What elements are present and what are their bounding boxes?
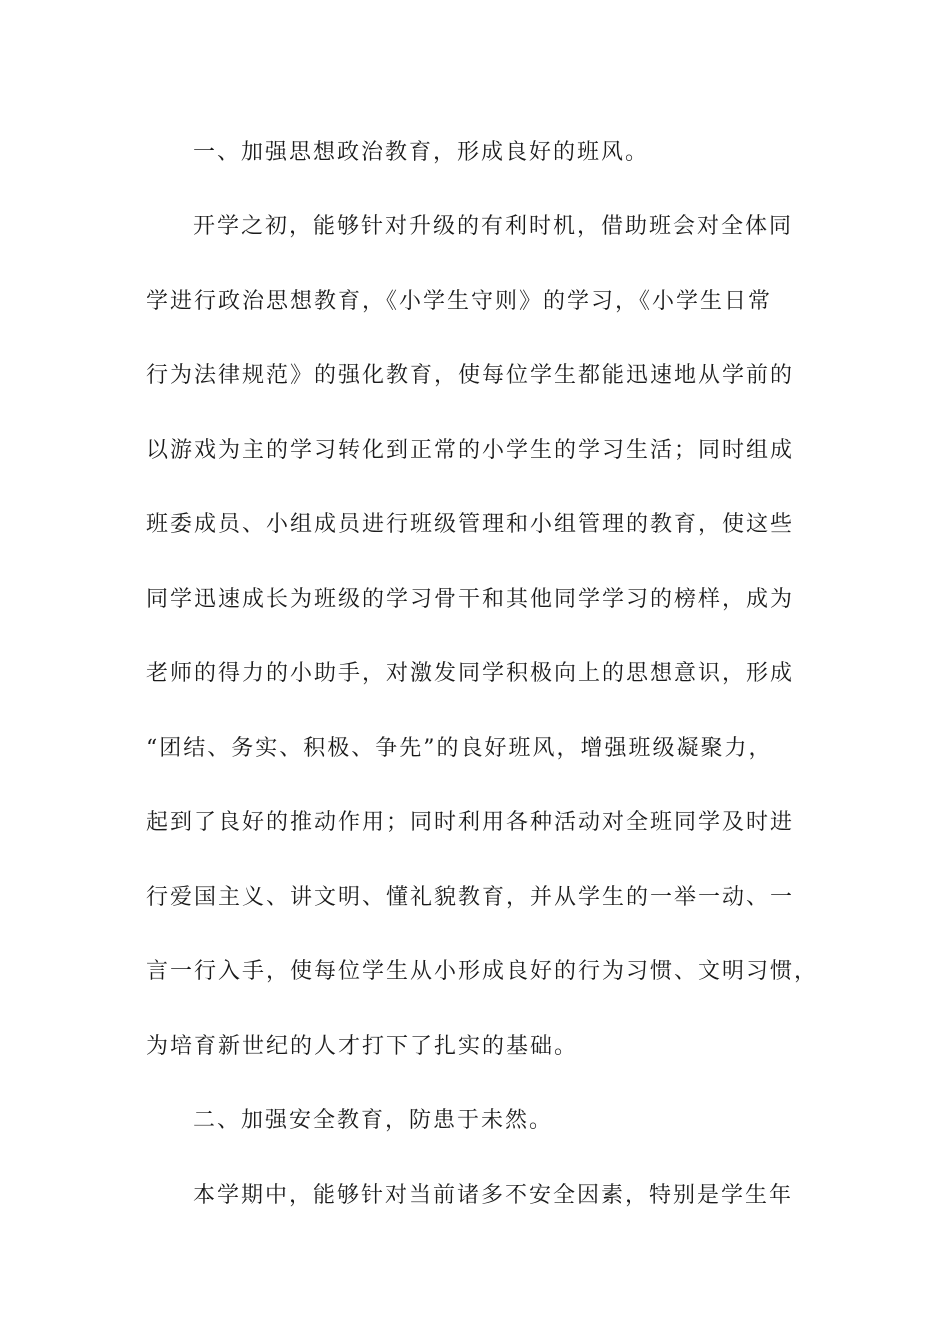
paragraph-line: 学进行政治思想教育，《小学生守则》的学习，《小学生日常 bbox=[146, 289, 773, 314]
paragraph-line: 行为法律规范》的强化教育，使每位学生都能迅速地从学前的 bbox=[146, 363, 795, 388]
section-heading-2: 二、加强安全教育，防患于未然。 bbox=[193, 1108, 554, 1133]
paragraph-line: 同学迅速成长为班级的学习骨干和其他同学学习的榜样，成为 bbox=[146, 587, 795, 612]
paragraph-line: 以游戏为主的学习转化到正常的小学生的学习生活；同时组成 bbox=[146, 438, 795, 463]
paragraph-line: 班委成员、小组成员进行班级管理和小组管理的教育，使这些 bbox=[146, 512, 795, 537]
paragraph-line: 言一行入手，使每位学生从小形成良好的行为习惯、文明习惯， bbox=[146, 959, 819, 984]
paragraph-line: 开学之初，能够针对升级的有利时机，借助班会对全体同 bbox=[193, 214, 794, 239]
paragraph-line: 起到了良好的推动作用；同时利用各种活动对全班同学及时进 bbox=[146, 810, 795, 835]
paragraph-line: 本学期中，能够针对当前诸多不安全因素，特别是学生年 bbox=[193, 1183, 794, 1208]
paragraph-line: 为培育新世纪的人才打下了扎实的基础。 bbox=[146, 1034, 579, 1059]
paragraph-line: 行爱国主义、讲文明、懂礼貌教育，并从学生的一举一动、一 bbox=[146, 885, 795, 910]
paragraph-line: 老师的得力的小助手，对激发同学积极向上的思想意识，形成 bbox=[146, 661, 795, 686]
section-heading-1: 一、加强思想政治教育，形成良好的班风。 bbox=[193, 140, 650, 165]
paragraph-line: “团结、务实、积极、争先”的良好班风，增强班级凝聚力， bbox=[146, 736, 773, 761]
